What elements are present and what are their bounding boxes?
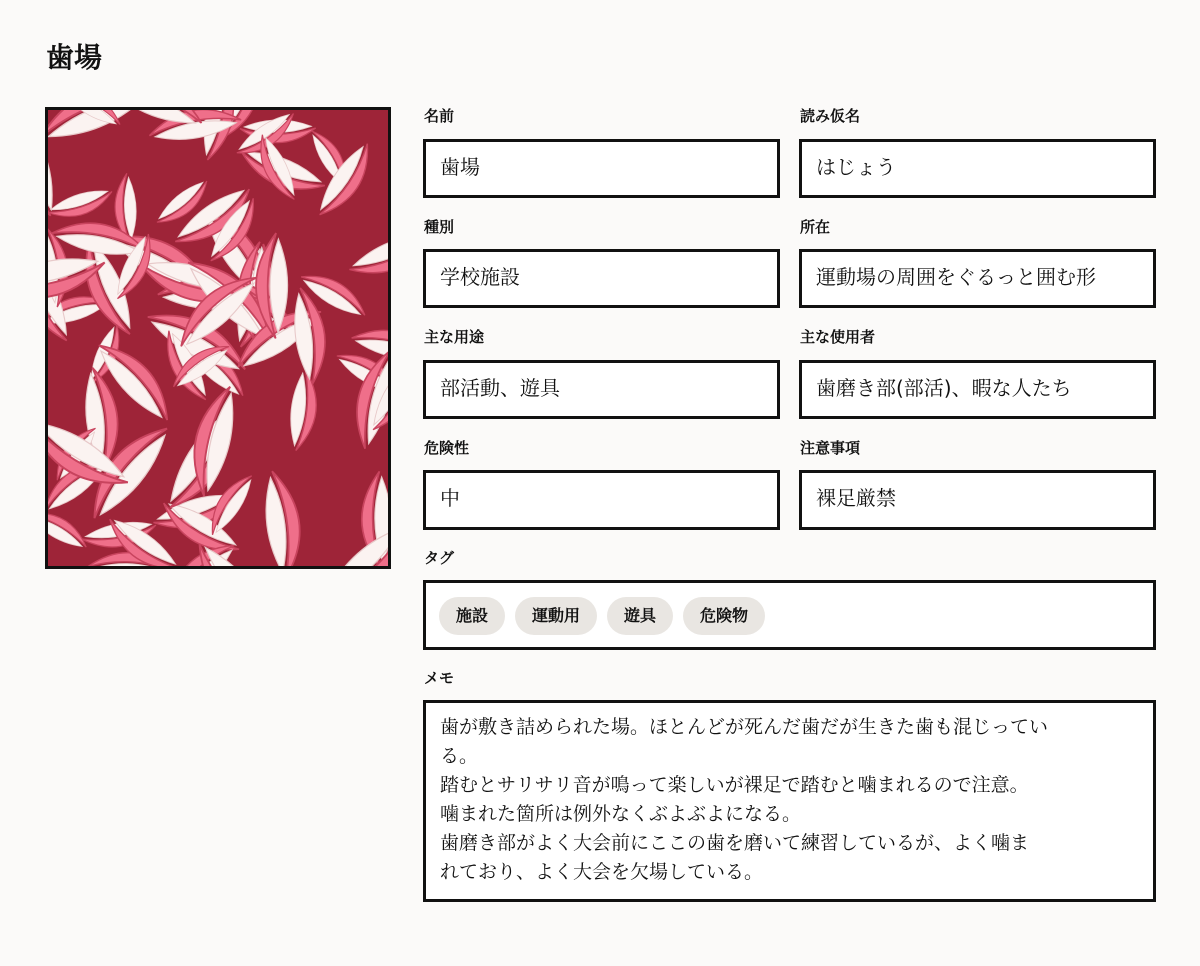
reading-label: 読み仮名 bbox=[800, 107, 861, 125]
tags-field[interactable] bbox=[423, 580, 1156, 650]
name-field[interactable]: 歯場 bbox=[423, 139, 780, 198]
memo-line: 歯磨き部がよく大会前にここの歯を磨いて練習しているが、よく噛ま bbox=[440, 832, 1030, 854]
notes-label: 注意事項 bbox=[800, 439, 861, 457]
tag-chip[interactable]: 運動用 bbox=[515, 597, 597, 635]
memo-line: れており、よく大会を欠場している。 bbox=[440, 861, 764, 883]
memo-label: メモ bbox=[424, 669, 455, 687]
users-label: 主な使用者 bbox=[800, 328, 876, 346]
location-label: 所在 bbox=[800, 218, 831, 236]
location-field[interactable]: 運動場の周囲をぐるっと囲む形 bbox=[799, 249, 1156, 308]
name-label: 名前 bbox=[424, 107, 455, 125]
users-field[interactable]: 歯磨き部(部活)、暇な人たち bbox=[799, 360, 1156, 419]
notes-field[interactable]: 裸足厳禁 bbox=[799, 470, 1156, 530]
photo-illustration bbox=[48, 110, 388, 566]
type-field[interactable]: 学校施設 bbox=[423, 249, 780, 308]
tags-label: タグ bbox=[424, 549, 455, 567]
memo-line: る。 bbox=[440, 745, 479, 767]
tag-chip[interactable]: 危険物 bbox=[683, 597, 765, 635]
page-title: 歯場 bbox=[46, 41, 103, 74]
tag-chip[interactable]: 遊具 bbox=[607, 597, 673, 635]
memo-line: 噛まれた箇所は例外なくぶよぶよになる。 bbox=[440, 803, 802, 825]
danger-field[interactable]: 中 bbox=[423, 470, 780, 530]
memo-line: 歯が敷き詰められた場。ほとんどが死んだ歯だが生きた歯も混じってい bbox=[440, 716, 1049, 738]
danger-label: 危険性 bbox=[424, 439, 470, 457]
tag-chip[interactable]: 施設 bbox=[439, 597, 505, 635]
memo-line: 踏むとサリサリ音が鳴って楽しいが裸足で踏むと噛まれるので注意。 bbox=[440, 774, 1029, 796]
reading-field[interactable]: はじょう bbox=[799, 139, 1156, 198]
type-label: 種別 bbox=[424, 218, 455, 236]
usage-field[interactable]: 部活動、遊具 bbox=[423, 360, 780, 419]
usage-label: 主な用途 bbox=[424, 328, 485, 346]
memo-textarea[interactable] bbox=[423, 700, 1156, 902]
candy-dentures-photo bbox=[45, 107, 391, 569]
